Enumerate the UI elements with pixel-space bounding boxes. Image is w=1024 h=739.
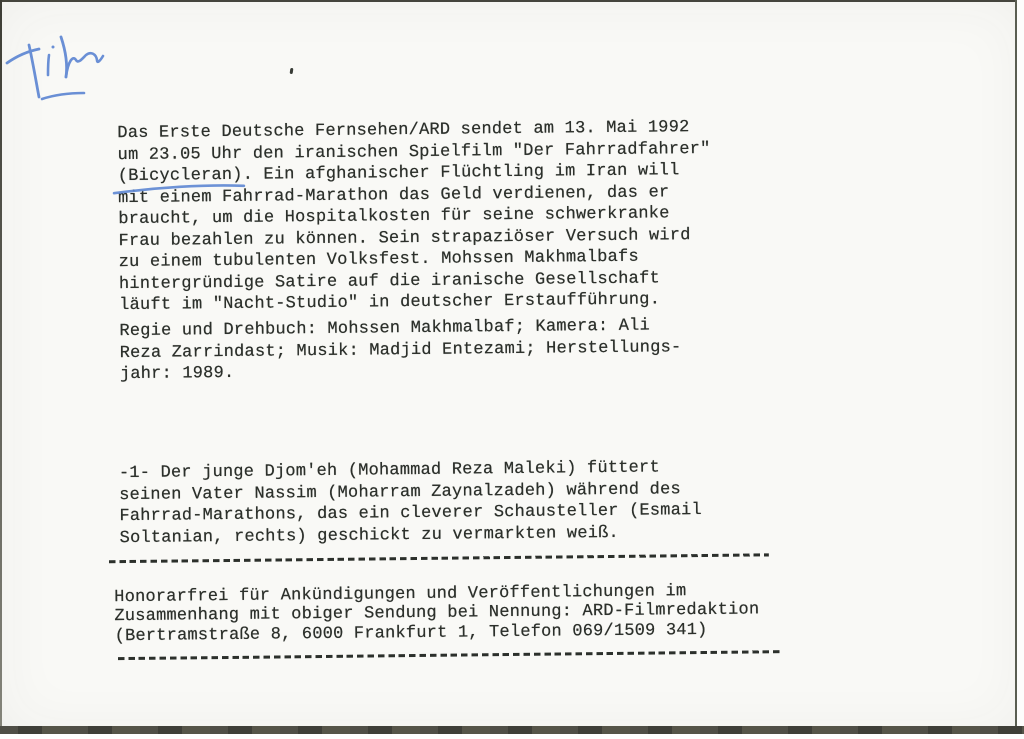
typed-line: hintergründige Satire auf die iranische Gesellschaft xyxy=(118,268,660,294)
typed-line: Regie und Drehbuch: Mohssen Makhmalbaf; Kamera: Ali xyxy=(119,316,651,342)
photo-caption-paragraph xyxy=(119,458,702,550)
typed-line: jahr: 1989. xyxy=(119,363,235,385)
typed-line: Fahrrad-Marathons, das ein cleverer Schausteller (Esmail xyxy=(119,501,702,527)
broadcast-announcement-paragraph xyxy=(117,118,712,318)
typed-line: um 23.05 Uhr den iranischen Spielfilm "Der Fahrradfahrer" xyxy=(117,139,711,165)
film-credits-paragraph xyxy=(119,316,681,386)
dashed-separator-top xyxy=(109,553,769,563)
typed-line: Zusammenhang mit obiger Sendung bei Nennung: ARD-Filmredaktion xyxy=(114,600,760,627)
dashed-separator-bottom xyxy=(118,650,783,660)
typed-line: Honorarfrei für Ankündigungen und Veröffentlichungen im xyxy=(114,582,687,608)
typed-line: braucht, um die Hospitalkosten für seine schwerkranke xyxy=(118,204,670,230)
typed-line: seinen Vater Nassim (Moharram Zaynalzadeh) während des xyxy=(119,479,681,505)
typed-line: -1- Der junge Djom'eh (Mohammad Reza Maleki) füttert xyxy=(118,458,660,484)
typed-line: mit einem Fahrrad-Marathon das Geld verdienen, das er xyxy=(117,182,670,208)
typed-line: Soltanian, rechts) geschickt zu vermarkten weiß. xyxy=(119,523,619,548)
typed-line: (Bertramstraße 8, 6000 Frankfurt 1, Telefon 069/1509 341) xyxy=(114,620,708,646)
ink-underline-bicycleran xyxy=(110,183,250,198)
typed-line: zu einem tubulenten Volksfest. Mohssen Makhmalbafs xyxy=(118,247,639,273)
typed-line: (Bicycleran). Ein afghanischer Flüchtling im Iran will xyxy=(117,161,680,187)
typed-line: Frau bezahlen zu können. Sein strapaziöser Versuch wird xyxy=(118,225,691,251)
usage-rights-paragraph xyxy=(114,581,759,646)
typed-line: Das Erste Deutsche Fernsehen/ARD sendet am 13. Mai 1992 xyxy=(117,118,690,144)
typed-line: Reza Zarrindast; Musik: Madjid Entezami; Herstellungs- xyxy=(119,337,682,363)
typed-line: läuft im "Nacht-Studio" in deutscher Erstaufführung. xyxy=(119,290,661,316)
